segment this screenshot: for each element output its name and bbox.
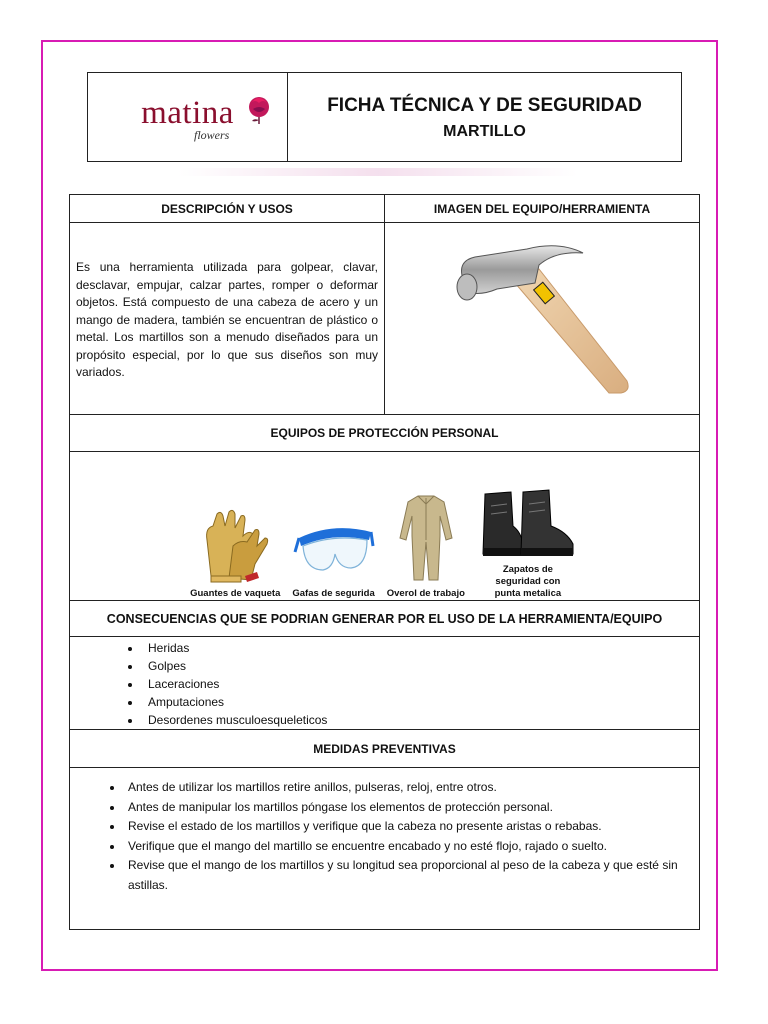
hammer-cell — [385, 223, 700, 415]
description-text: Es una herramienta utilizada para golpear, clavar, desclavar, empujar, calzar partes, romper o deformar objetos. Está compuesto de una cabeza de acero y un mango de madera, también se encuentran de plástico o metal. Los martillos son a menudo diseñados para un propósito especial, por lo que sus diseños son muy variados. — [70, 223, 385, 415]
list-item: • Revise que el mango de los martillos y su longitud sea proporcional al peso de la cabeza y que esté sin astillas. — [124, 856, 689, 895]
safety-glasses-image — [293, 518, 375, 584]
consequences-header: CONSECUENCIAS QUE SE PODRIAN GENERAR POR EL USO DE LA HERRAMIENTA/EQUIPO — [70, 601, 700, 637]
coverall-image — [396, 492, 456, 584]
ppe-item — [387, 492, 465, 600]
document-subtitle: MARTILLO — [443, 123, 526, 140]
document-title: FICHA TÉCNICA Y DE SEGURIDAD — [327, 95, 642, 116]
ppe-caption: Guantes de vaqueta — [190, 588, 281, 599]
ppe-item — [292, 518, 374, 600]
ppe-cell — [70, 452, 700, 601]
safety-boots-image — [477, 486, 579, 560]
list-item: • Amputaciones — [142, 693, 699, 711]
ppe-caption: Overol de trabajo — [386, 588, 465, 599]
image-header: IMAGEN DEL EQUIPO/HERRAMIENTA — [385, 195, 700, 223]
list-item: • Revise el estado de los martillos y verifique que la cabeza no presente aristas o rebabas. — [124, 817, 689, 837]
ppe-caption: Gafas de segurida — [292, 588, 375, 599]
measures-cell — [70, 768, 700, 930]
consequences-cell — [70, 637, 700, 730]
logo-word: matina — [141, 94, 234, 131]
ppe-item — [190, 506, 280, 600]
list-item: • Golpes — [142, 657, 699, 675]
list-item: • Antes de utilizar los martillos retire anillos, pulseras, reloj, entre otros. — [124, 778, 689, 798]
measures-list — [70, 778, 699, 895]
list-item: • Verifique que el mango del martillo se encuentre encabado y no esté flojo, rajado o suelto. — [124, 837, 689, 857]
logo-subtitle: flowers — [194, 128, 230, 142]
ppe-row — [70, 452, 699, 600]
leather-gloves-image — [195, 506, 275, 584]
consequences-list — [70, 639, 699, 729]
list-item: • Heridas — [142, 639, 699, 657]
list-item: • Desordenes musculoesqueleticos — [142, 711, 699, 729]
ppe-caption: Zapatos de seguridad con punta metalica — [494, 564, 562, 599]
list-item: • Laceraciones — [142, 675, 699, 693]
title-block — [288, 73, 681, 161]
header-box — [87, 72, 682, 162]
ppe-item — [477, 486, 579, 600]
decorative-strip — [178, 168, 578, 176]
safety-table — [69, 194, 700, 930]
hammer-image — [427, 231, 657, 401]
rose-icon — [245, 95, 273, 125]
logo — [88, 73, 288, 161]
measures-header: MEDIDAS PREVENTIVAS — [70, 730, 700, 768]
list-item: • Antes de manipular los martillos póngase los elementos de protección personal. — [124, 798, 689, 818]
description-header: DESCRIPCIÓN Y USOS — [70, 195, 385, 223]
ppe-header: EQUIPOS DE PROTECCIÓN PERSONAL — [70, 415, 700, 452]
